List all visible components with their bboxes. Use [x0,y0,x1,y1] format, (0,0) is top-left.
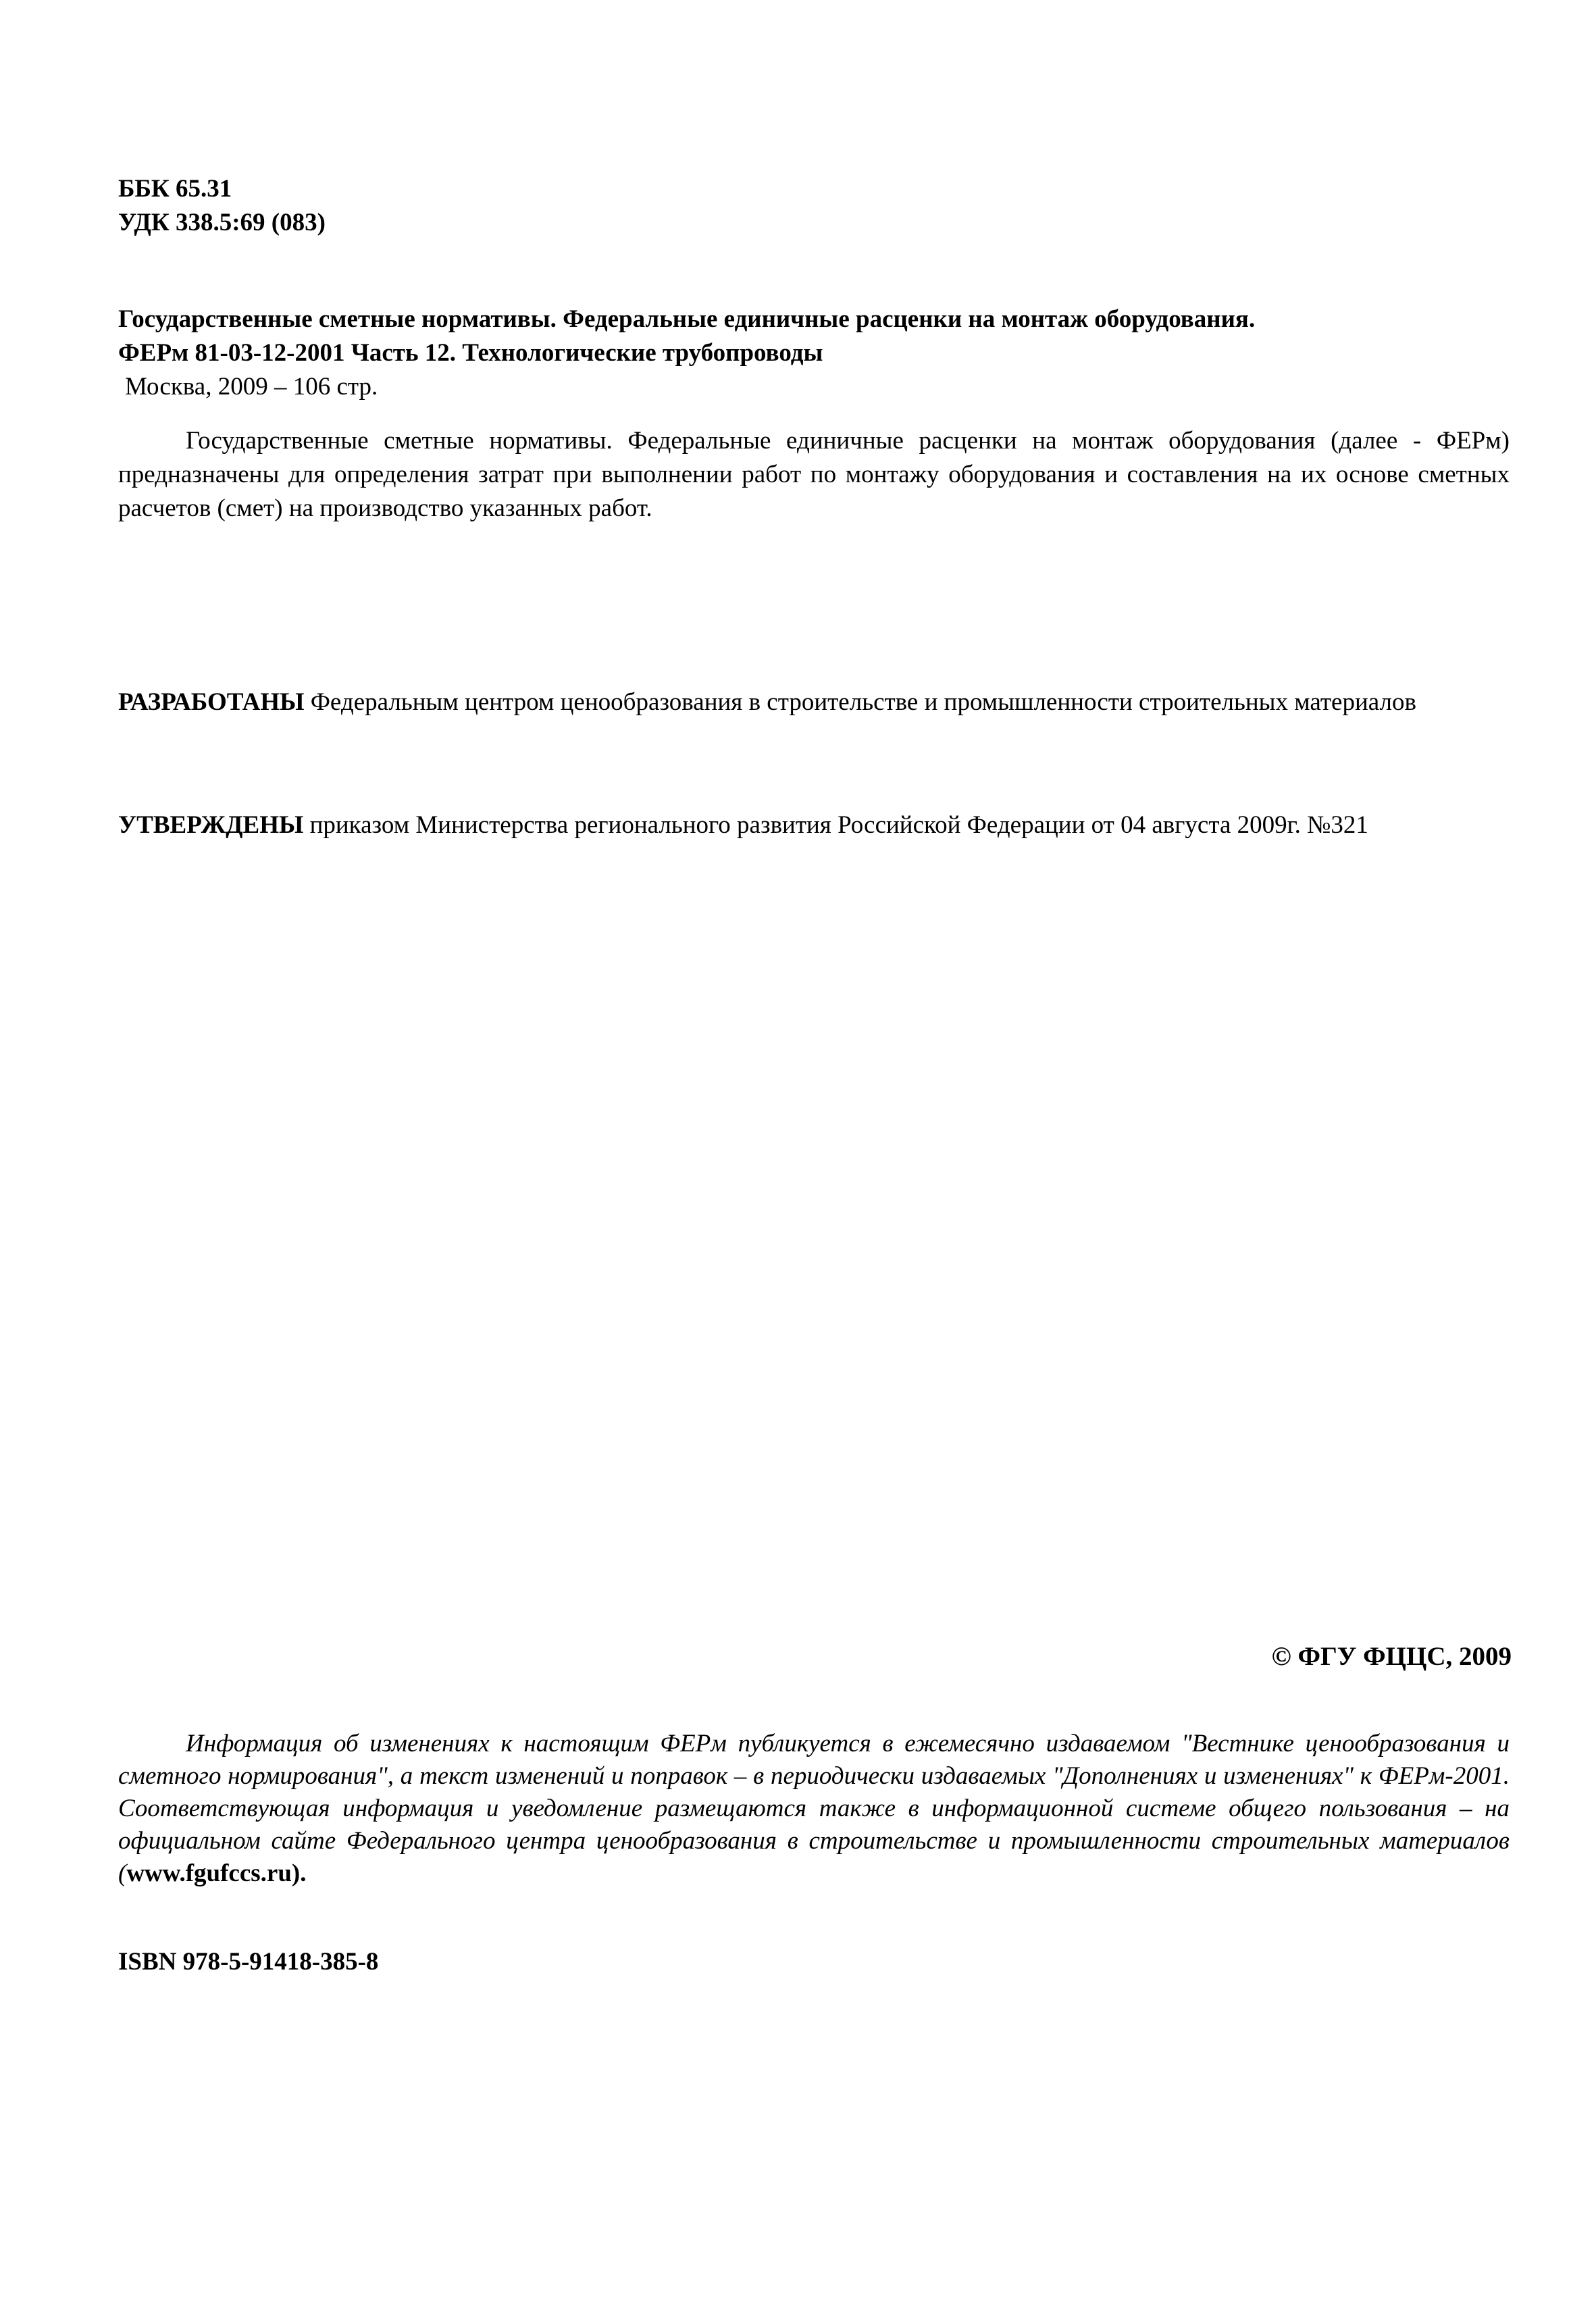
document-title: Государственные сметные нормативы. Федеральные единичные расценки на монтаж оборудования. [118,305,1256,333]
copyright-notice: © ФГУ ФЦЦС, 2009 [1271,1642,1512,1671]
classification-codes [118,172,1510,240]
document-title-block [118,303,1510,404]
approved-text: приказом Министерства регионального развития Российской Федерации от 04 августа 2009г. №321 [303,811,1368,839]
udk-code: УДК 338.5:69 (083) [118,209,326,236]
changes-info-text: Информация об изменениях к настоящим ФЕРм публикуется в ежемесячно издаваемом "Вестнике ценообразования и сметного нормирования", а текст изменений и поправок – в периодически издаваемых "Дополнениях и изменениях" к ФЕРм-2001. Соответствующая информация и уведомление размещаются также в информационной системе общего пользования – на официальном сайте Федерального центра ценообразования в строительстве и промышленности строительных материалов ( [118,1730,1510,1887]
developed-label: РАЗРАБОТАНЫ [118,688,305,716]
developed-by-paragraph [118,686,1510,719]
intro-paragraph: Государственные сметные нормативы. Федеральные единичные расценки на монтаж оборудования (далее - ФЕРм) предназначены для определения затрат при выполнении работ по монтажу оборудования и составления на их основе сметных расчетов (смет) на производство указанных работ. [118,427,1510,522]
developed-text: Федеральным центром ценообразования в строительстве и промышленности строительных материалов [304,688,1416,716]
isbn-number: ISBN 978-5-91418-385-8 [118,1948,379,1976]
website-link[interactable]: www.fgufccs.ru [126,1859,292,1887]
approved-label: УТВЕРЖДЕНЫ [118,811,304,839]
changes-info-end: ). [291,1859,307,1887]
document-subtitle: ФЕРм 81-03-12-2001 Часть 12. Технологические трубопроводы [118,339,823,367]
publication-place: Москва, 2009 – 106 стр. [125,373,378,401]
changes-info-paragraph [118,1728,1510,1890]
bbk-code: ББК 65.31 [118,175,232,203]
approved-by-paragraph [118,808,1510,842]
